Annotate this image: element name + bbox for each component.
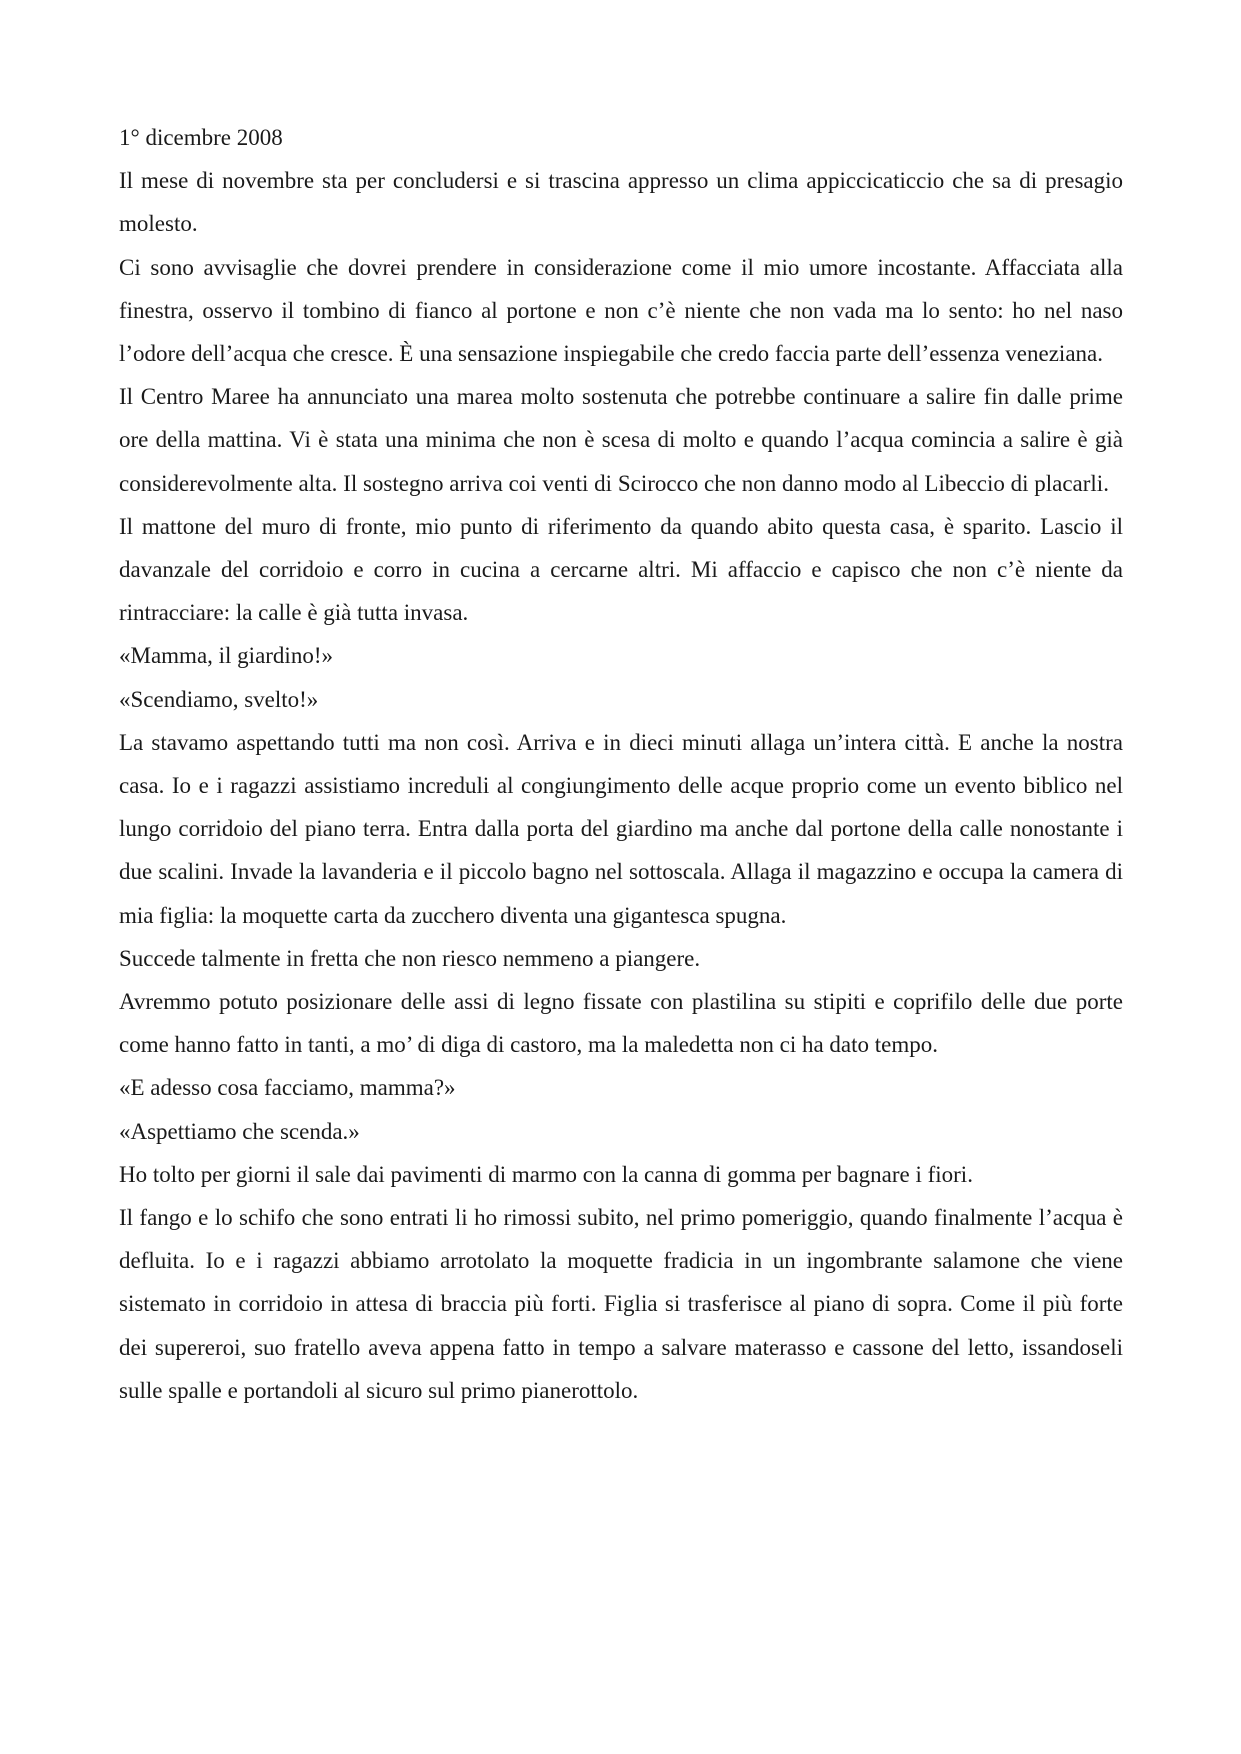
paragraph-brick: Il mattone del muro di fronte, mio punto di riferimento da quando abito questa casa, è sparito. Lascio il davanzale del corridoio e corro in cucina a cercarne altri. Mi affaccio e capisco che non c’è niente da rintracciare: la calle è già tutta invasa. xyxy=(119,513,1123,626)
paragraph-tide-center: Il Centro Maree ha annunciato una marea molto sostenuta che potrebbe continuare a salire fin dalle prime ore della mattina. Vi è stata una minima che non è scesa di molto e quando l’acqua comincia a salire è già considerevolmente alta. Il sostegno arriva coi venti di Scirocco che non danno modo al Libeccio di placarli. xyxy=(119,384,1123,496)
paragraph-flood: La stavamo aspettando tutti ma non così. Arriva e in dieci minuti allaga un’intera città. E anche la nostra casa. Io e i ragazzi assistiamo increduli al congiungimento delle acque proprio come un evento biblico nel lungo corridoio del piano terra. Entra dalla porta del giardino ma anche dal portone della calle nonostante i due scalini. Invade la lavanderia e il piccolo bagno nel sottoscala. Allaga il magazzino e occupa la camera di mia figlia: la moquette carta da zucchero diventa una gigantesca spugna. xyxy=(119,729,1123,928)
document-body xyxy=(119,116,1123,1412)
dialogue-line: «E adesso cosa facciamo, mamma?» xyxy=(119,1075,456,1101)
dialogue-line: «Aspettiamo che scenda.» xyxy=(119,1118,360,1144)
dialogue-line: «Mamma, il giardino!» xyxy=(119,643,333,669)
paragraph-salt: Ho tolto per giorni il sale dai pavimenti di marmo con la canna di gomma per bagnare i fiori. xyxy=(119,1161,973,1187)
paragraph-hurry: Succede talmente in fretta che non riesco nemmeno a piangere. xyxy=(119,945,701,971)
date-line: 1° dicembre 2008 xyxy=(119,125,283,150)
dialogue-line: «Scendiamo, svelto!» xyxy=(119,686,319,712)
paragraph-november: Il mese di novembre sta per concludersi e si trascina appresso un clima appiccicaticcio che sa di presagio molesto. xyxy=(119,168,1123,237)
paragraph-cleanup: Il fango e lo schifo che sono entrati li ho rimossi subito, nel primo pomeriggio, quando finalmente l’acqua è defluita. Io e i ragazzi abbiamo arrotolato la moquette fradicia in un ingombrante salamone che viene sistemato in corridoio in attesa di braccia più forti. Figlia si trasferisce al piano di sopra. Come il più forte dei supereroi, suo fratello aveva appena fatto in tempo a salvare materasso e cassone del letto, issandoseli sulle spalle e portandoli al sicuro sul primo pianerottolo. xyxy=(119,1205,1123,1403)
paragraph-omens: Ci sono avvisaglie che dovrei prendere in considerazione come il mio umore incostante. Affacciata alla finestra, osservo il tombino di fianco al portone e non c’è niente che non vada ma lo sento: ho nel naso l’odore dell’acqua che cresce. È una sensazione inspiegabile che credo faccia parte dell’essenza veneziana. xyxy=(119,254,1123,367)
paragraph-planks: Avremmo potuto posizionare delle assi di legno fissate con plastilina su stipiti e coprifilo delle due porte come hanno fatto in tanti, a mo’ di diga di castoro, ma la maledetta non ci ha dato tempo. xyxy=(119,989,1123,1058)
